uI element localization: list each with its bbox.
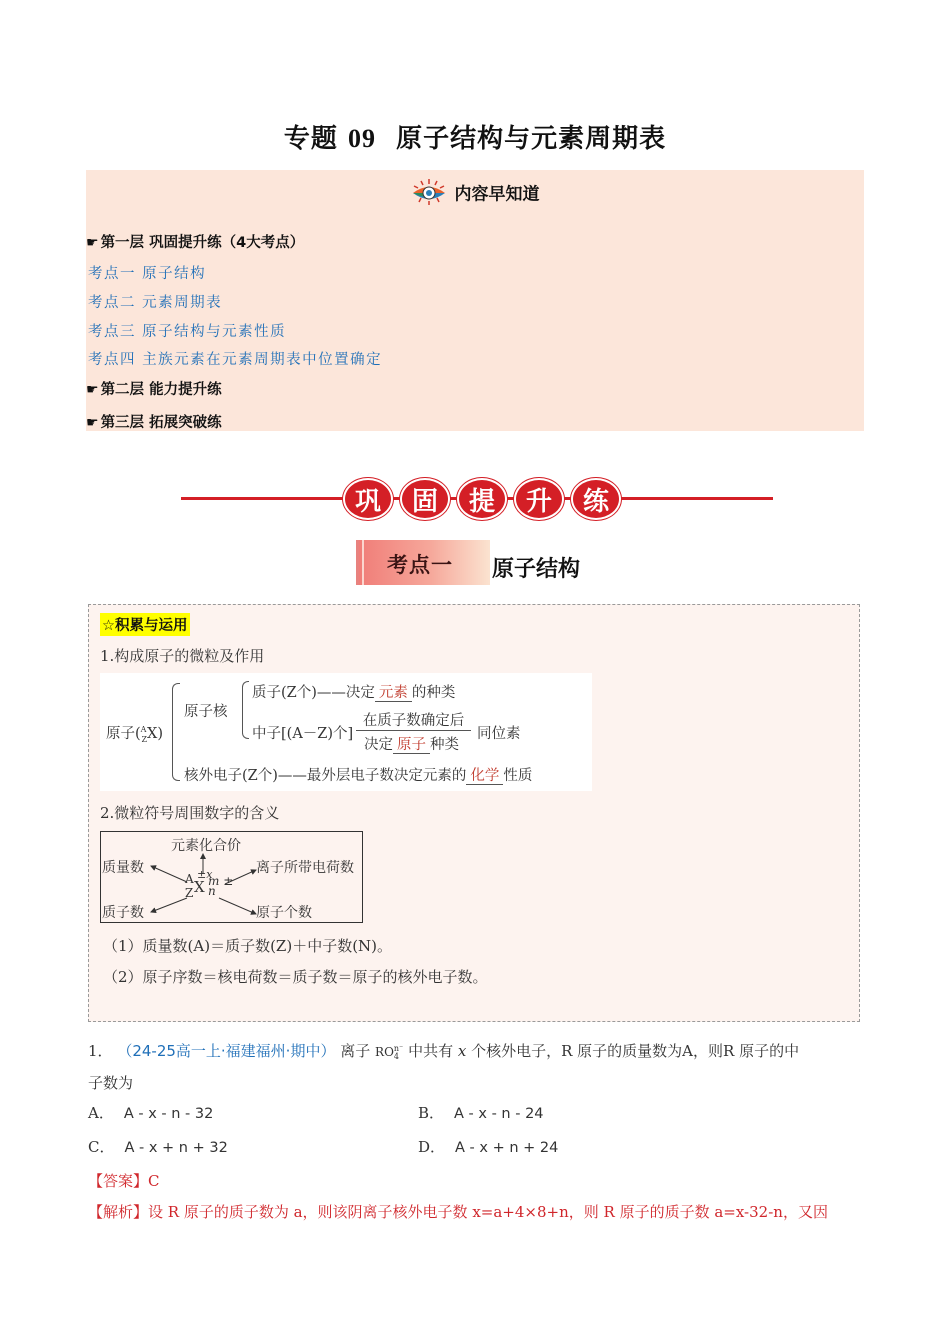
analysis-label: 【解析】 xyxy=(88,1203,149,1221)
neutron-bottom-pre: 决定 xyxy=(364,737,393,753)
valence-label: 元素化合价 xyxy=(171,838,241,854)
toc-level-3-label: 第三层 拓展突破练 xyxy=(100,415,222,431)
neutron-condition: 在质子数确定后 xyxy=(356,709,471,731)
symbol-A: A xyxy=(185,872,194,886)
knowledge-heading-2: 2.微粒符号周围数字的含义 xyxy=(100,804,280,822)
option-letter: C． xyxy=(88,1138,115,1156)
pointing-hand-icon: ☛ xyxy=(86,235,99,251)
question-stem xyxy=(88,1040,799,1061)
proton-tail: 的种类 xyxy=(411,685,456,701)
badge-accent xyxy=(362,540,364,585)
kaodian-badge xyxy=(356,540,490,585)
question-text: 个核外电子，R 原子的质量数为A，则R 原子的中 xyxy=(471,1042,800,1060)
toc-heading-text: 内容早知道 xyxy=(454,184,540,205)
banner-char: 练 xyxy=(571,478,621,520)
ion-subscript: 4 xyxy=(393,1051,399,1061)
option-d[interactable] xyxy=(418,1136,558,1157)
title-main: 原子结构与元素周期表 xyxy=(396,124,667,154)
nucleus-label: 原子核 xyxy=(184,704,228,720)
mass-number-label: 质量数 xyxy=(102,860,144,876)
page-title xyxy=(0,118,950,155)
symbol-n: n xyxy=(208,884,216,898)
atom-text: 原子( xyxy=(106,726,141,742)
knowledge-tag: ☆积累与运用 xyxy=(100,613,190,636)
pointing-hand-icon: ☛ xyxy=(86,415,99,431)
ion-symbol: RO xyxy=(375,1045,394,1059)
ion-charge: n⁻ xyxy=(393,1043,404,1053)
proton-row xyxy=(252,681,455,702)
option-expr: A - x - n - 32 xyxy=(123,1106,214,1122)
variable-x: x xyxy=(457,1042,467,1060)
symbol-m: m ± xyxy=(208,874,234,888)
question-text: 中共有 xyxy=(408,1042,454,1060)
knowledge-heading-1: 1.构成原子的微粒及作用 xyxy=(100,647,265,665)
neutron-bottom xyxy=(364,733,459,754)
electron-tail: 性质 xyxy=(503,768,533,784)
option-expr: A - x - n - 24 xyxy=(454,1106,544,1122)
atom-count-label: 原子个数 xyxy=(256,905,312,921)
atom-structure-diagram xyxy=(100,673,592,791)
atom-label: 原子($^A_Z$X) xyxy=(106,725,164,744)
toc-level-1[interactable] xyxy=(86,231,304,252)
kaodian-label: 考点一 xyxy=(387,553,453,577)
atom-close: ) xyxy=(157,726,164,742)
symbol-x: ±x xyxy=(197,868,213,881)
toc-heading xyxy=(86,178,864,206)
neutron-label: 中子[(A－Z)个] xyxy=(252,726,354,742)
toc-level-1-label: 第一层 巩固提升练（4大考点） xyxy=(100,235,305,251)
toc-link-kaodian-1[interactable]: 考点一 原子结构 xyxy=(88,266,207,282)
analysis-text: 设 R 原子的质子数为 a，则该阴离子核外电子数 x=a+4×8+n，则 R 原子的质子数 a=x-32-n，又因 xyxy=(148,1203,828,1221)
option-letter: D． xyxy=(418,1138,446,1156)
option-b[interactable] xyxy=(418,1102,544,1123)
toc-level-2[interactable] xyxy=(86,378,222,399)
banner-char: 固 xyxy=(400,478,450,520)
option-letter: B． xyxy=(418,1104,445,1122)
option-a[interactable] xyxy=(88,1102,213,1123)
option-expr: A - x + n + 24 xyxy=(455,1140,559,1156)
answer-line xyxy=(88,1170,160,1191)
banner-char: 提 xyxy=(457,478,507,520)
question-number: 1． xyxy=(88,1042,113,1060)
electron-fill: 化学 xyxy=(466,768,503,785)
toc-link-kaodian-2[interactable]: 考点二 元素周期表 xyxy=(88,295,223,311)
kaodian-title: 原子结构 xyxy=(492,557,581,582)
answer-value: C xyxy=(148,1172,160,1190)
symbol-X: X xyxy=(194,878,205,896)
symbol-Z: Z xyxy=(185,886,194,900)
question-source[interactable]: （24-25高一上·福建福州·期中） xyxy=(117,1042,336,1060)
question-text: 离子 xyxy=(340,1042,371,1060)
table-of-contents xyxy=(86,170,864,431)
proton-number-label: 质子数 xyxy=(102,905,144,921)
eye-icon xyxy=(411,178,447,206)
rule-1: （1）质量数(A)＝质子数(Z)＋中子数(N)。 xyxy=(103,937,393,955)
option-letter: A． xyxy=(88,1104,114,1122)
isotope-label: 同位素 xyxy=(477,726,521,742)
symbol-meaning-diagram xyxy=(100,831,363,923)
option-expr: A - x + n + 32 xyxy=(124,1140,228,1156)
proton-fill: 元素 xyxy=(375,685,412,702)
option-c[interactable] xyxy=(88,1136,228,1157)
title-number: 09 xyxy=(347,124,376,153)
neutron-bottom-tail: 种类 xyxy=(430,737,459,753)
knowledge-box xyxy=(88,604,860,1022)
brace-outer xyxy=(172,683,180,781)
electron-row xyxy=(184,764,532,785)
banner-char: 巩 xyxy=(343,478,393,520)
toc-level-3[interactable] xyxy=(86,411,222,432)
toc-link-kaodian-3[interactable]: 考点三 原子结构与元素性质 xyxy=(88,324,287,340)
title-prefix: 专题 xyxy=(283,124,338,154)
toc-level-2-label: 第二层 能力提升练 xyxy=(100,382,222,398)
charge-label: 离子所带电荷数 xyxy=(256,860,354,876)
analysis-line xyxy=(88,1201,828,1222)
toc-link-kaodian-4[interactable]: 考点四 主族元素在元素周期表中位置确定 xyxy=(88,352,383,368)
brace-nucleus xyxy=(242,681,249,739)
answer-label: 【答案】 xyxy=(88,1172,149,1190)
ion-formula xyxy=(375,1045,403,1059)
electron-text: 核外电子(Z个)——最外层电子数决定元素的 xyxy=(184,768,467,784)
section-banner xyxy=(343,478,621,520)
neutron-fill: 原子 xyxy=(393,737,430,754)
pointing-hand-icon: ☛ xyxy=(86,382,99,398)
proton-text: 质子(Z个)——决定 xyxy=(252,685,375,701)
banner-char: 升 xyxy=(514,478,564,520)
rule-2: （2）原子序数＝核电荷数＝质子数＝原子的核外电子数。 xyxy=(103,968,488,986)
question-stem-cont: 子数为 xyxy=(88,1074,134,1092)
